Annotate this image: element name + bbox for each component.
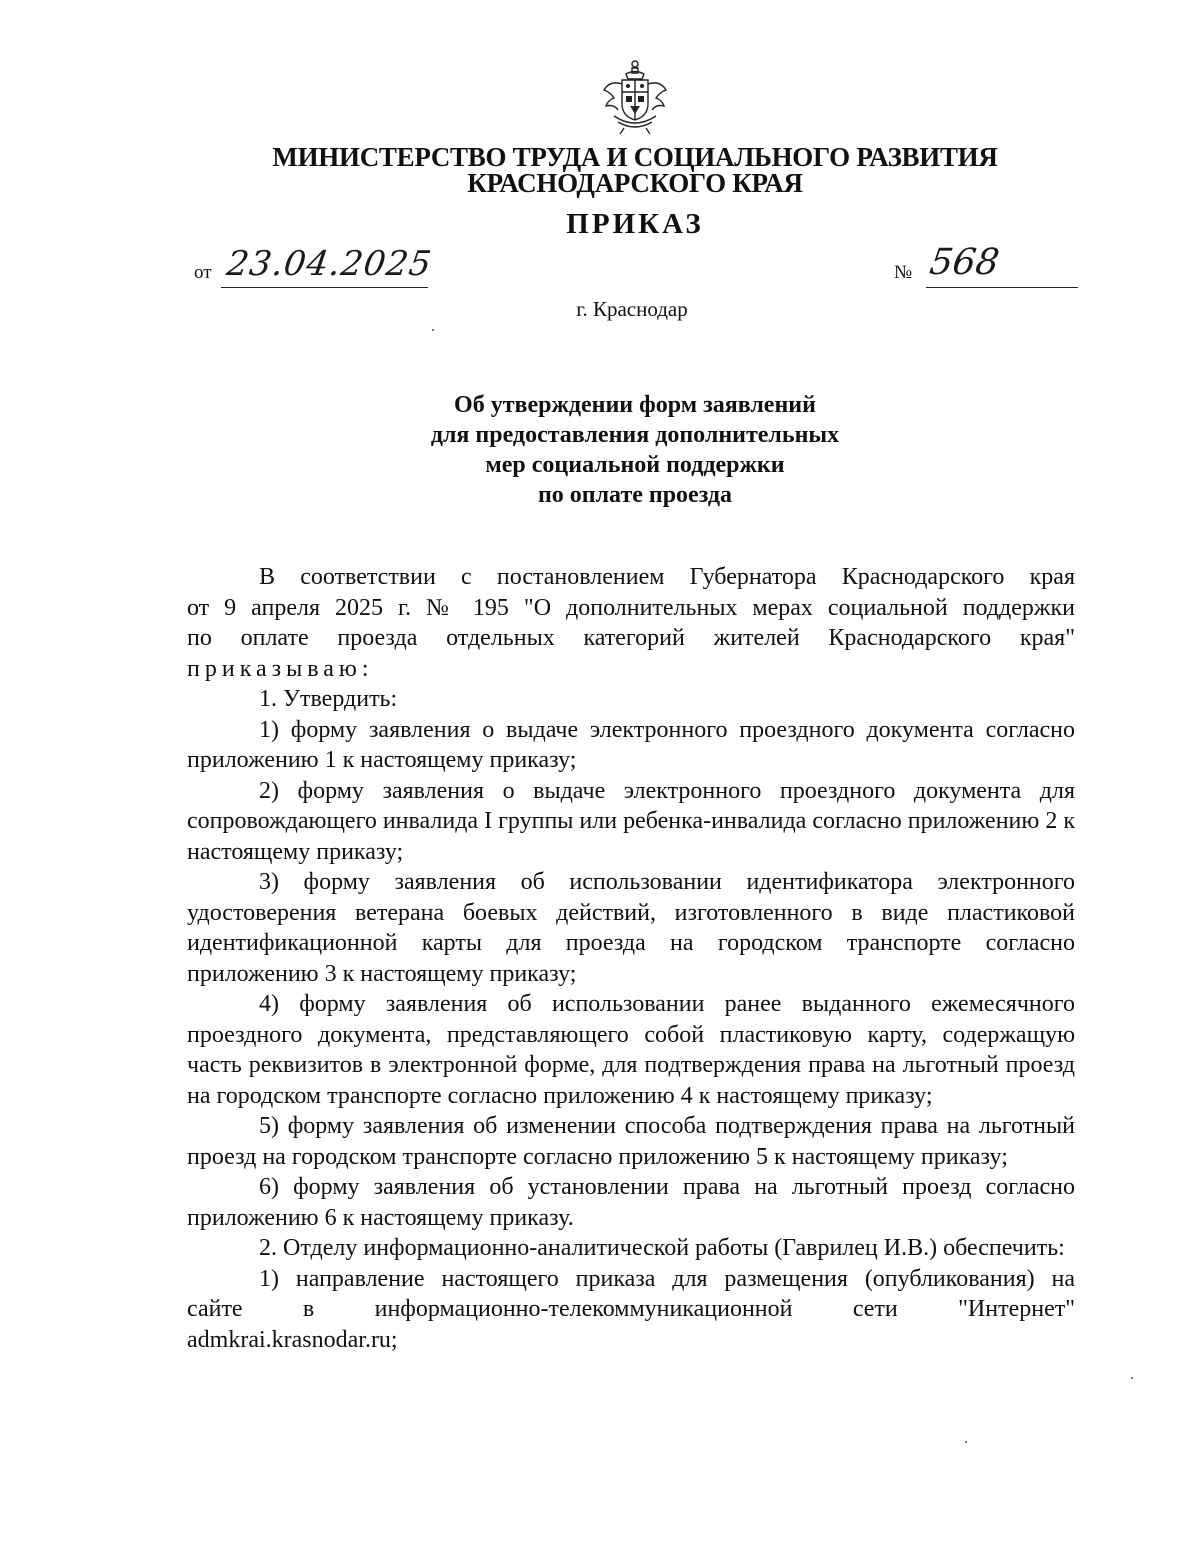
ministry-name-line1: МИНИСТЕРСТВО ТРУДА И СОЦИАЛЬНОГО РАЗВИТИЯ xyxy=(272,142,998,172)
list-item: 3) форму заявления об использовании идентификатора электронного удостоверения ветерана боевых действий, изготовленного в виде пластиковой идентификационной карты для проезда на городском транспорте согласно приложению 3 к настоящему приказу; xyxy=(187,869,1075,987)
item-heading: 2. Отделу информационно-аналитической работы (Гаврилец И.В.) обеспечить: xyxy=(259,1235,1065,1261)
list-item: 2) форму заявления о выдаче электронного проездного документа для сопровождающего инвалида I группы или ребенка-инвалида согласно приложению 2 к настоящему приказу; xyxy=(187,777,1075,865)
date-value: 23.04.2025 xyxy=(224,244,435,284)
list-item: 5) форму заявления об изменении способа подтверждения права на льготный проезд на городском транспорте согласно приложению 5 к настоящему приказу; xyxy=(187,1113,1075,1170)
scan-speck xyxy=(965,1441,967,1443)
preamble-line: В соответствии с постановлением Губернатора Краснодарского края xyxy=(259,564,1075,590)
order-body xyxy=(187,562,1075,1355)
number-underline xyxy=(926,287,1078,288)
document-type-title: ПРИКАЗ xyxy=(566,208,704,240)
list-item: 4) форму заявления об использовании ранее выданного ежемесячного проездного документа, представляющего собой пластиковую карту, содержащую часть реквизитов в электронной форме, для подтверждения права на льготный проезд на городском транспорте согласно приложению 4 к настоящему приказу; xyxy=(187,991,1075,1109)
preamble-line: от 9 апреля 2025 г. № 195 "О дополнительных мерах социальной поддержки xyxy=(187,594,1075,621)
coat-of-arms-icon xyxy=(600,56,670,136)
list-item: 6) форму заявления об установлении права на льготный проезд согласно приложению 6 к настоящему приказу. xyxy=(187,1174,1075,1231)
scan-speck xyxy=(432,329,434,331)
number-value: 568 xyxy=(927,242,1002,283)
subject-line: для предоставления дополнительных xyxy=(430,422,840,448)
preamble-line: по оплате проезда отдельных категорий жителей Краснодарского края" xyxy=(187,625,1075,651)
order-subject xyxy=(0,390,1200,510)
item-heading: 1. Утвердить: xyxy=(259,686,398,712)
list-item: 1) направление настоящего приказа для размещения (опубликования) на xyxy=(259,1265,1075,1292)
list-item: сайте в информационно-телекоммуникационной сети "Интернет" xyxy=(187,1296,1075,1322)
city-name: г. Краснодар xyxy=(576,297,688,321)
order-word: приказываю: xyxy=(187,655,374,682)
ministry-name-line2: КРАСНОДАРСКОГО КРАЯ xyxy=(467,168,803,198)
date-underline xyxy=(221,287,428,288)
subject-line: по оплате проезда xyxy=(537,482,733,508)
list-item: 1) форму заявления о выдаче электронного проездного документа согласно приложению 1 к настоящему приказу; xyxy=(187,716,1075,773)
scan-speck xyxy=(1131,1377,1133,1379)
website-text: admkrai.krasnodar.ru; xyxy=(187,1326,398,1353)
subject-line: Об утверждении форм заявлений xyxy=(454,392,816,418)
number-label: № xyxy=(894,262,913,283)
date-label: от xyxy=(194,262,212,283)
subject-line: мер социальной поддержки xyxy=(485,452,785,478)
